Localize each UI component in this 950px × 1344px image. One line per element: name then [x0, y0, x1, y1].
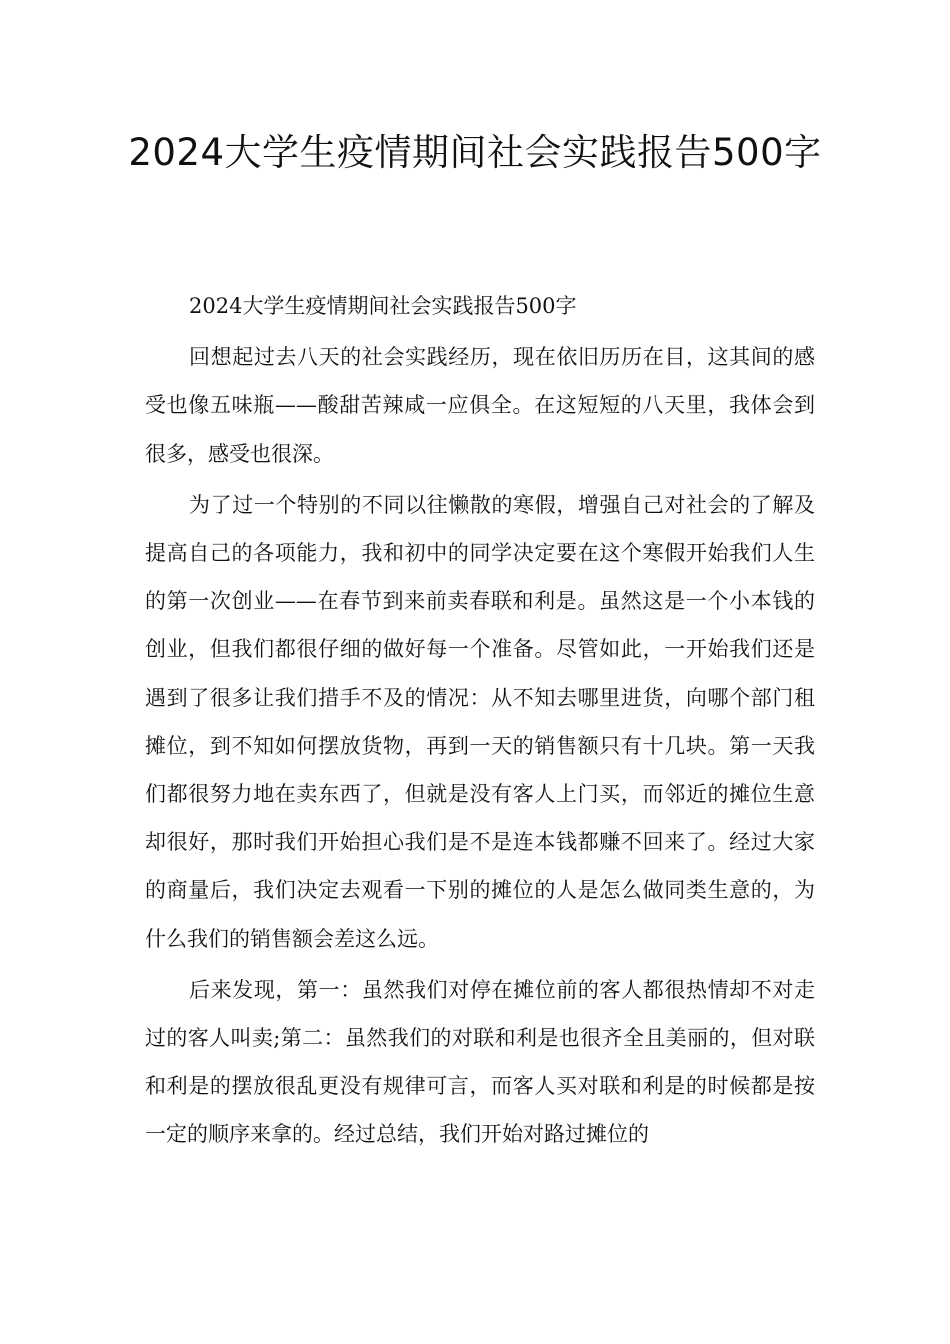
body-paragraph-1: 回想起过去八天的社会实践经历，现在依旧历历在目，这其间的感受也像五味瓶——酸甜苦辣咸一应俱全。在这短短的八天里，我体会到很多，感受也很深。 — [145, 345, 815, 466]
document-title: 2024大学生疫情期间社会实践报告500字 — [128, 131, 822, 174]
document-body — [145, 282, 815, 1159]
body-paragraph-2: 为了过一个特别的不同以往懒散的寒假，增强自己对社会的了解及提高自己的各项能力，我和初中的同学决定要在这个寒假开始我们人生的第一次创业——在春节到来前卖春联和利是。虽然这是一个小本钱的创业，但我们都很仔细的做好每一个准备。尽管如此，一开始我们还是遇到了很多让我们措手不及的情况：从不知去哪里进货，向哪个部门租摊位，到不知如何摆放货物，再到一天的销售额只有十几块。第一天我们都很努力地在卖东西了，但就是没有客人上门买，而邻近的摊位生意却很好，那时我们开始担心我们是不是连本钱都赚不回来了。经过大家的商量后，我们决定去观看一下别的摊位的人是怎么做同类生意的，为什么我们的销售额会差这么远。 — [145, 492, 815, 951]
body-paragraph-3: 后来发现，第一：虽然我们对停在摊位前的客人都很热情却不对走过的客人叫卖;第二：虽然我们的对联和利是也很齐全且美丽的，但对联和利是的摆放很乱更没有规律可言，而客人买对联和利是的时候都是按一定的顺序来拿的。经过总结，我们开始对路过摊位的 — [145, 977, 815, 1147]
subtitle-paragraph: 2024大学生疫情期间社会实践报告500字 — [189, 294, 577, 318]
